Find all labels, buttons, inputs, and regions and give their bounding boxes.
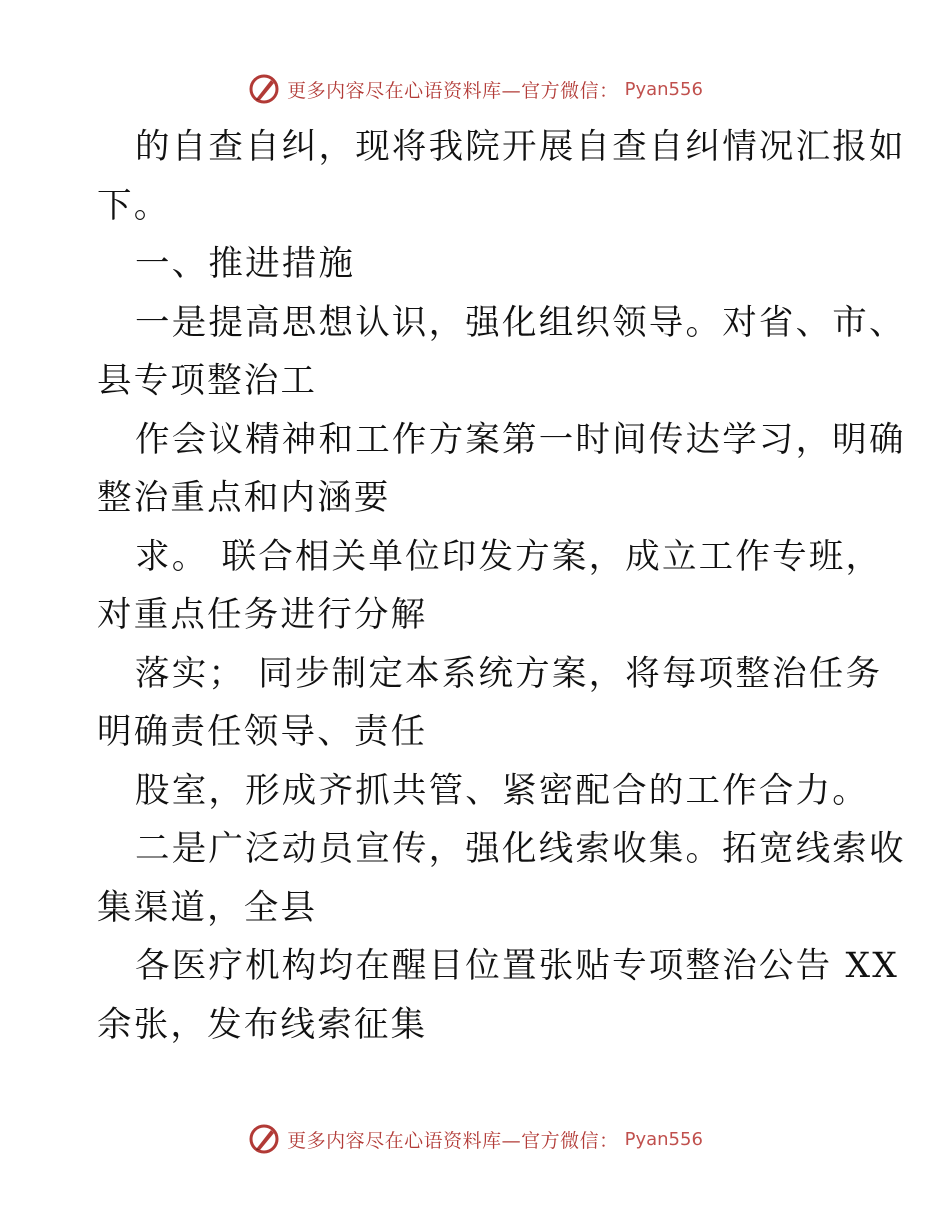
text-line: 一是提高思想认识，强化组织领导。对省、市、 xyxy=(135,302,906,343)
text-line: 整治重点和内涵要 xyxy=(97,478,391,518)
watermark-text: 更多内容尽在心语资料库—官方微信： xyxy=(287,79,619,102)
text-line: 下。 xyxy=(97,185,171,226)
text-line: 县专项整治工 xyxy=(97,361,318,401)
text-line: 股室，形成齐抓共管、紧密配合的工作合力。 xyxy=(135,770,869,811)
text-line: 余张，发布线索征集 xyxy=(97,1004,428,1045)
header-watermark xyxy=(0,72,950,106)
document-body xyxy=(97,118,906,1054)
pen-logo-icon xyxy=(247,1122,281,1156)
section-heading: 一、推进措施 xyxy=(135,244,356,284)
text-line: 求。 联合相关单位印发方案，成立工作专班， xyxy=(135,536,883,577)
watermark-wechat-id: Pyan556 xyxy=(624,78,703,100)
text-line: 各医疗机构均在醒目位置张贴专项整治公告 XX xyxy=(135,946,899,986)
text-line: 的自查自纠，现将我院开展自查自纠情况汇报如 xyxy=(135,127,906,167)
watermark-wechat-id: Pyan556 xyxy=(624,1128,703,1150)
footer-watermark xyxy=(0,1122,950,1156)
text-line: 对重点任务进行分解 xyxy=(97,595,428,635)
pen-logo-icon xyxy=(247,72,281,106)
text-line: 作会议精神和工作方案第一时间传达学习，明确 xyxy=(135,419,906,460)
text-line: 明确责任领导、责任 xyxy=(97,712,428,752)
text-line: 二是广泛动员宣传，强化线索收集。拓宽线索收 xyxy=(135,829,906,869)
text-line: 落实； 同步制定本系统方案，将每项整治任务 xyxy=(135,653,883,694)
text-line: 集渠道，全县 xyxy=(97,887,318,928)
watermark-text: 更多内容尽在心语资料库—官方微信： xyxy=(287,1129,619,1152)
